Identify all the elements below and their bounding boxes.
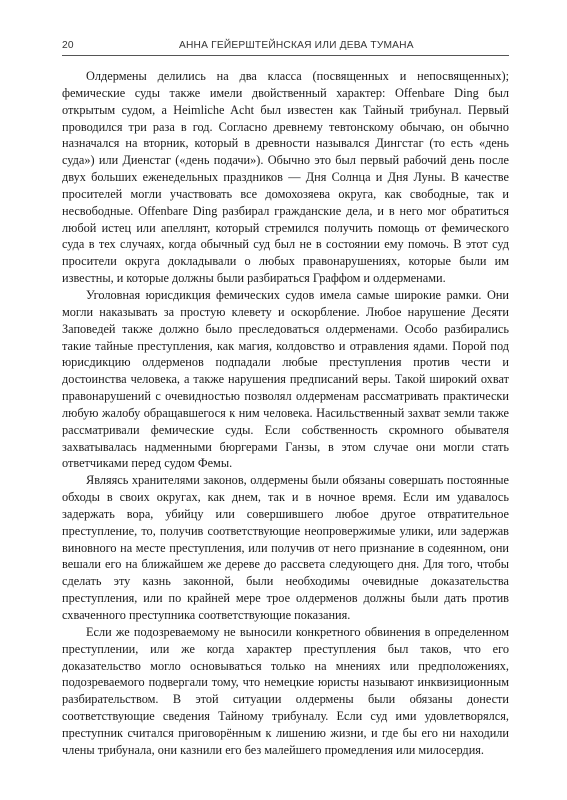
paragraph-4: Если же подозреваемому не выносили конкретного обвинения в определенном преступлении, или же когда характер преступления был таков, что его доказательство могло основываться только на мнениях или предположениях, подозреваемого подвергали тому, что немецкие юристы называют инквизиционным разбирательством. В этой ситуации олдермены были обязаны донести соответствующие сведения Тайному трибуналу. Если суд ими удовлетворялся, преступник считался приговорённым к лишению жизни, и где бы его ни находили члены трибунала, они казнили его без малейшего промедления или милосердия. bbox=[62, 624, 509, 757]
paragraph-1: Олдермены делились на два класса (посвященных и непосвященных); фемические суды также имели двойственный характер: Offenbare Ding был открытым судом, а Heimliche Acht был известен как Тайный трибунал. Первый проводился три раза в год. Согласно древнему тевтонскому обычаю, он обычно назначался на вторник, который в древности назывался Дингстаг (то есть «день суда») или Диенстаг («день подачи»). Обычно это был первый рабочий день после двух больших еженедельных праздников — Дня Солнца и Дня Луны. В качестве просителей могли участвовать все домохозяева округа, как свободные, так и несвободные. Offenbare Ding разбирал гражданские дела, и в него мог обратиться любой истец или апеллянт, который стремился получить помощь от фемического суда в тех случаях, когда обычный суд был не в состоянии ему помочь. В этот суд просители округа докладывали о любых правонарушениях, которые были им известны, и которые должны были разбираться Граффом и олдерменами. bbox=[62, 69, 509, 286]
header-divider bbox=[62, 55, 509, 56]
paragraph-3: Являясь хранителями законов, олдермены были обязаны совершать постоянные обходы в своих округах, как днем, так и в ночное время. Если им удавалось задержать вора, убийцу или совершившего любое другое отвратительное преступление, то, получив соответствующие неопровержимые улики, или задержав виновного на месте преступления, или получив от него признание в содеянном, они вешали его на ближайшем же дереве до рассвета следующего дня. Для того, чтобы сделать эту казнь законной, были необходимы очевидные доказательства преступления, или по крайней мере трое олдерменов должны были дать против схваченного преступника соответствующие показания. bbox=[62, 473, 509, 622]
body-text bbox=[62, 68, 509, 759]
running-title: АННА ГЕЙЕРШТЕЙНСКАЯ ИЛИ ДЕВА ТУМАНА bbox=[179, 40, 414, 51]
paragraph-2: Уголовная юрисдикция фемических судов имела самые широкие рамки. Они могли наказывать за простую клевету и оскорбление. Любое нарушение Десяти Заповедей также должно было преследоваться олдерменами. Особо разбирались такие тайные преступления, как магия, колдовство и отравления ядами. Порой под юрисдикцию олдерменов подпадали любые преступления против чести и достоинства человека, а также нарушения предписаний веры. Такой широкий охват правонарушений с очевидностью позволял олдерменам рассматривать практически любую жалобу обращавшегося к ним человека. Насильственный захват земли также рассматривали фемические суды. Если собственность скромного обывателя захватывалась надменными бюргерами Ганзы, в этом случае они могли стать ответчиками перед судом Фемы. bbox=[62, 287, 509, 471]
page-number: 20 bbox=[62, 40, 74, 51]
